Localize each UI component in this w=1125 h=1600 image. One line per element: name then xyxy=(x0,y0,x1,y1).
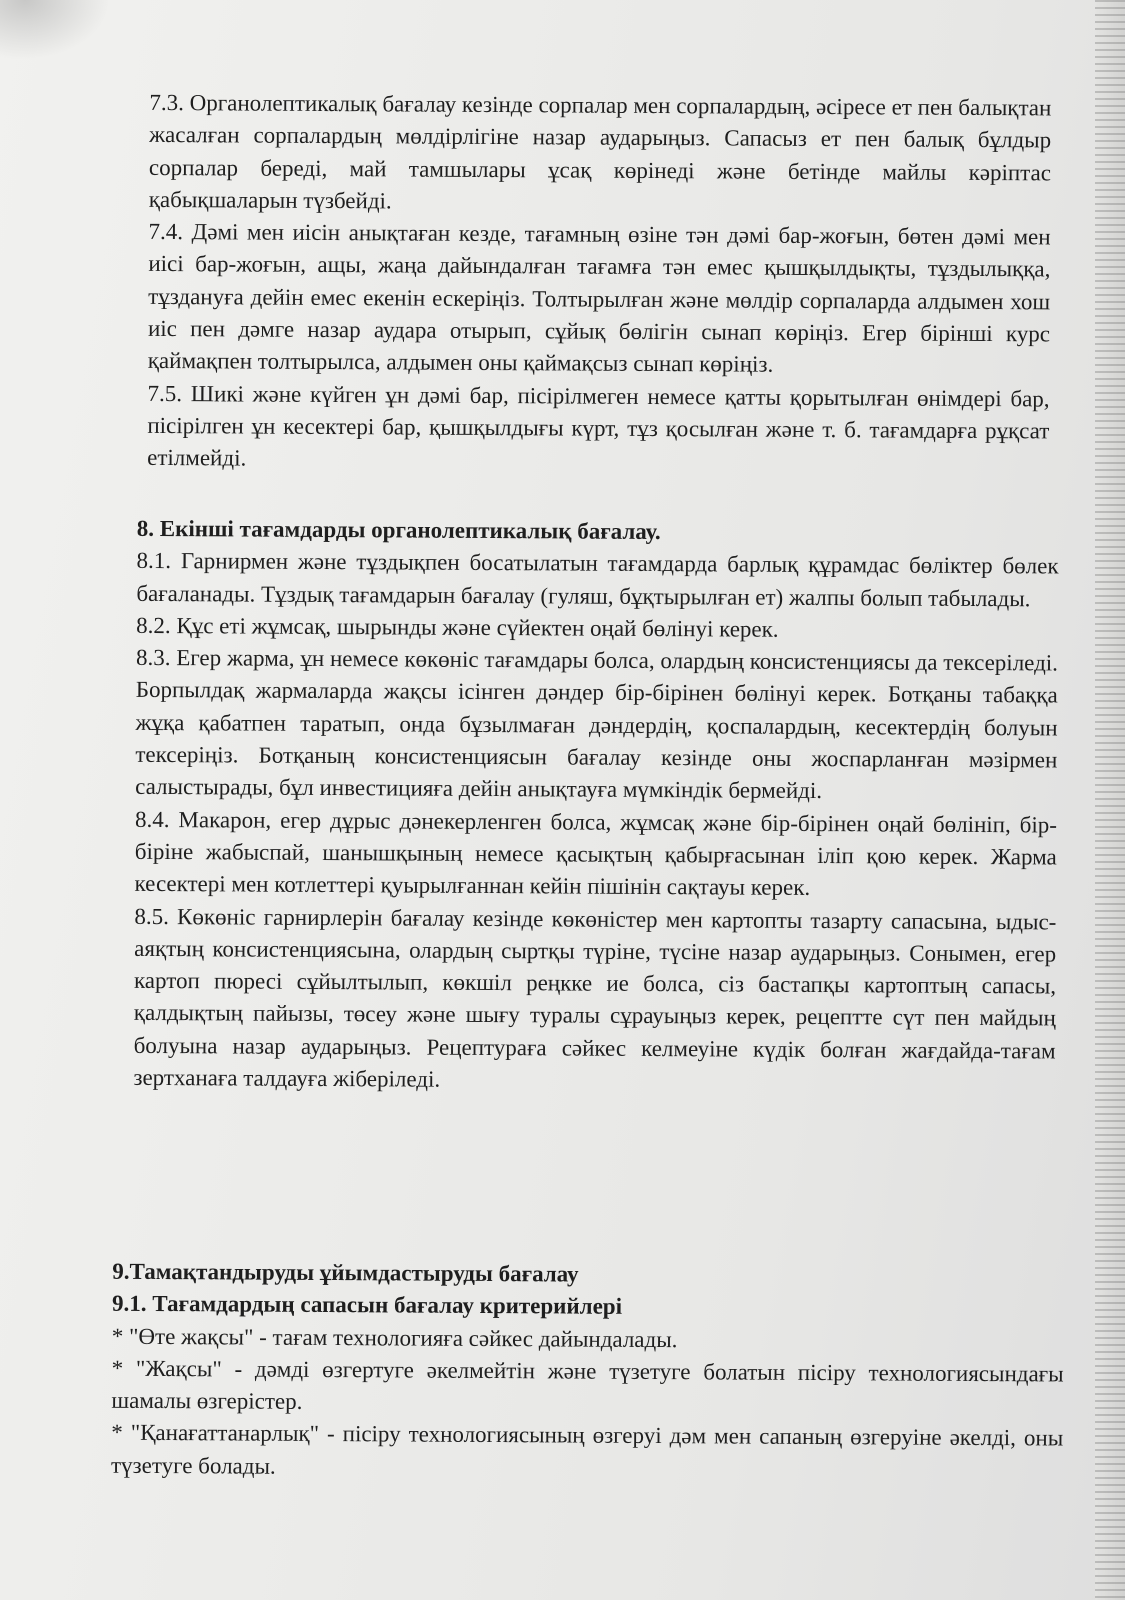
paragraph-8-2: 8.2. Құс еті жұмсақ, шырынды және сүйектен оңай бөлінуі керек. xyxy=(136,612,779,642)
paragraph-8-4: 8.4. Макарон, егер дұрыс дәнекерленген болса, жұмсақ және бір-бірінен оңай бөлініп, бір-біріне жабыспай, шанышқының немесе қасықтың қабырғасынан іліп қою керек. Жарма кесектері мен котлеттері қуырылғаннан кейін пішінін сақтауы керек. xyxy=(134,806,1058,901)
section-8 xyxy=(133,513,1059,1100)
paragraph-7-3: 7.3. Органолептикалық бағалау кезінде сорпалар мен сорпалардың, әсіресе ет пен балықтан жасалған сорпалардың мөлдірлігіне назар аударыңыз. Сапасыз ет пен балық бұлдыр сорпалар береді, май тамшылары ұсақ көрінеді және бетінде майлы кәріптас қабықшаларын түзбейді. xyxy=(148,89,1052,214)
criterion-good: * "Жақсы" - дәмді өзгертуге әкелмейтін және түзетуге болатын пісіру технологиясындағы шамалы өзгерістер. xyxy=(111,1355,1064,1415)
section-8-heading: 8. Екінші тағамдарды органолептикалық бағалау. xyxy=(136,515,661,545)
section-7 xyxy=(147,87,1051,480)
criterion-excellent: * "Өте жақсы" - тағам технологияға сәйкес дайындалады. xyxy=(111,1323,678,1352)
section-9-1-subheading: 9.1. Тағамдардың сапасын бағалау критерийлері xyxy=(111,1291,623,1320)
paragraph-7-4: 7.4. Дәмі мен иісін анықтаған кезде, тағамның өзіне тән дәмі бар-жоғын, бөтен дәмі мен иісі бар-жоғын, ащы, жаңа дайындалған тағамға тән емес қышқылдықты, тұздылыққа, тұздануға дейін емес екенін ескеріңіз. Толтырылған және мөлдір сорпаларда алдымен хош иіс пен дәмге назар аудара отырып, сұйық бөлігін сынап көріңіз. Егер бірінші курс қаймақпен толтырылса, алдымен оны қаймақсыз сынап көріңіз. xyxy=(147,219,1051,378)
section-9-heading: 9.Тамақтандыруды ұйымдастыруды бағалау xyxy=(112,1258,579,1287)
paragraph-8-5: 8.5. Көкөніс гарнирлерін бағалау кезінде көкөністер мен картопты тазарту сапасына, ыдыс-аяқтың консистенциясына, олардың сыртқы түріне, түсіне назар аударыңыз. Сонымен, егер картоп пюресі сұйылтылып, көкшіл реңкке ие болса, сіз бастапқы картоптың сапасы, қалдықтың пайызы, төсеу және шығу туралы сұрауыңыз керек, рецептте сүт пен майдың болуына назар аударыңыз. Рецептураға сәйкес келмеуіне күдік болған жағдайда-тағам зертханаға талдауға жіберіледі. xyxy=(133,903,1057,1092)
criterion-satisfactory: * "Қанағаттанарлық" - пісіру технологиясының өзгеруі дәм мен сапаның өзгеруіне әкелді, оны түзетуге болады. xyxy=(110,1420,1064,1479)
paragraph-8-3: 8.3. Егер жарма, ұн немесе көкөніс тағамдары болса, олардың консистенциясы да тексеріледі. Борпылдақ жармаларда жақсы ісінген дәндер бір-бірінен бөлінуі керек. Ботқаны табаққа жұқа қабатпен таратып, онда бұзылмаған дәндердің, қоспалардың, кесектердің болуын тексеріңіз. Ботқаның консистенциясын бағалау кезінде оны жоспарланған мәзірмен салыстырады, бұл инвестицияға дейін анықтауға мүмкіндік бермейді. xyxy=(135,645,1059,804)
paragraph-8-1: 8.1. Гарнирмен және тұздықпен босатылатын тағамдарда барлық құрамдас бөліктер бөлек бағаланады. Тұздық тағамдарын бағалау (гуляш, бұқтырылған ет) жалпы болып табылады. xyxy=(136,548,1059,611)
paragraph-7-5: 7.5. Шикі және күйген ұн дәмі бар, пісірілмеген немесе қатты қорытылған өнімдері бар, пісірілген ұн кесектері бар, қышқылдығы күрт, тұз қосылған және т. б. тағамдарға рұқсат етілмейді. xyxy=(147,380,1050,471)
section-9 xyxy=(111,1256,1064,1488)
